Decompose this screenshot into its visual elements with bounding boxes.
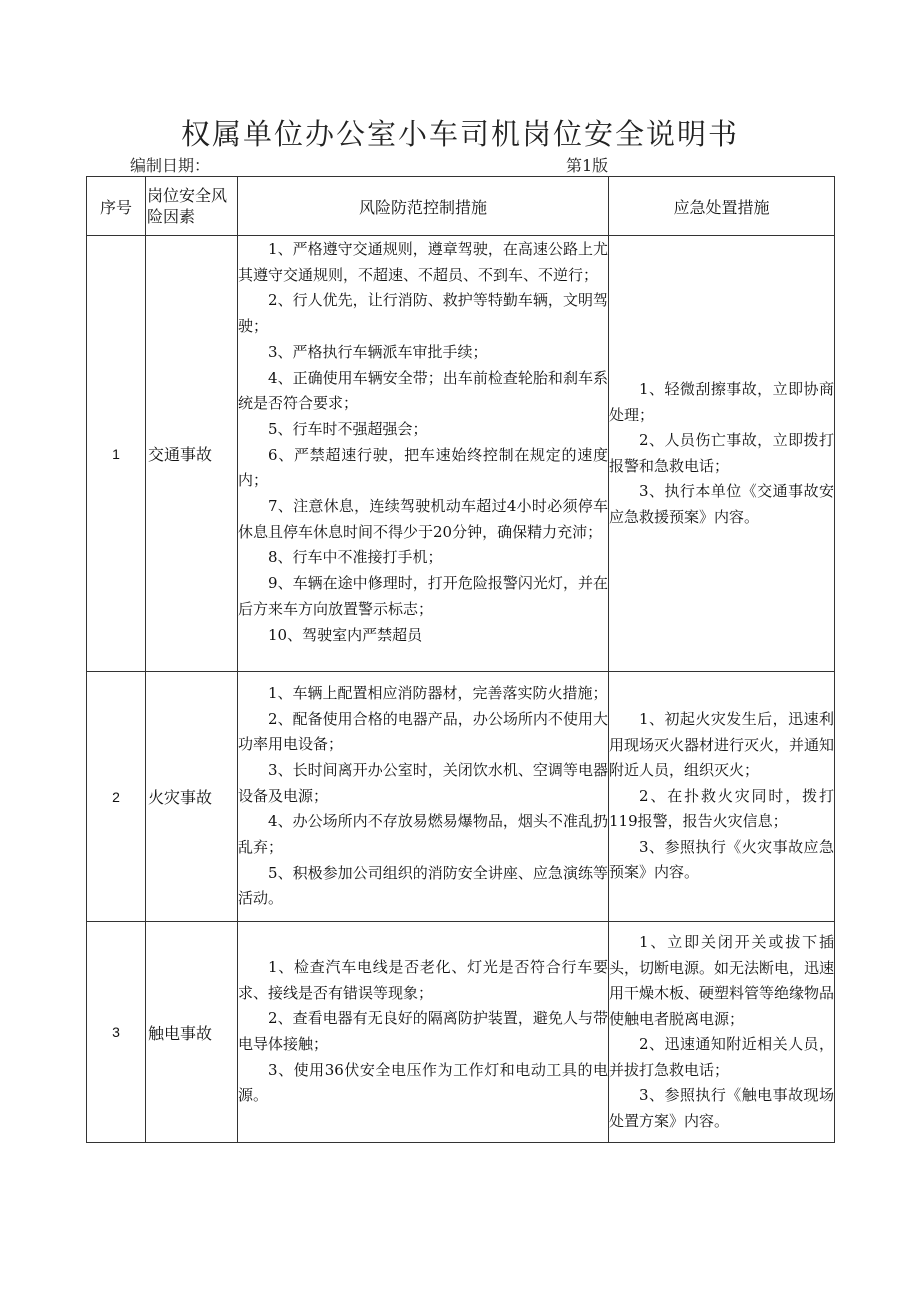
compile-date-label: 编制日期： (130, 156, 211, 175)
emergency-item: 2、在扑救火灾同时，拨打119报警，报告火灾信息； (609, 786, 834, 831)
prevention-measures (238, 922, 609, 1143)
prevention-measures (238, 236, 609, 672)
risk-factor: 火灾事故 (146, 672, 238, 922)
row-index: 1 (87, 236, 146, 672)
header-prevention: 风险防范控制措施 (238, 177, 609, 236)
measure-item: 5、行车时不强超强会； (268, 419, 428, 438)
measure-item: 6、严禁超速行驶，把车速始终控制在规定的速度内； (238, 445, 608, 490)
emergency-item: 2、人员伤亡事故，立即拨打报警和急救电话； (609, 431, 834, 475)
measure-item: 3、严格执行车辆派车审批手续； (268, 342, 488, 361)
row-index: 3 (87, 922, 146, 1143)
measure-item: 3、长时间离开办公室时，关闭饮水机、空调等电器设备及电源； (238, 760, 608, 805)
emergency-item: 1、轻微刮擦事故，立即协商处理； (609, 380, 834, 424)
prevention-measures (238, 672, 609, 922)
emergency-measures (609, 922, 835, 1143)
emergency-item: 1、初起火灾发生后，迅速利用现场灭火器材进行灭火，并通知附近人员，组织灭火； (609, 710, 835, 780)
measure-item: 2、查看电器有无良好的隔离防护装置，避免人与带电导体接触； (238, 1009, 608, 1053)
measure-item: 3、使用36伏安全电压作为工作灯和电动工具的电源。 (238, 1060, 608, 1105)
measure-item: 2、配备使用合格的电器产品，办公场所内不使用大功率用电设备； (238, 709, 608, 754)
measure-item: 9、车辆在途中修理时，打开危险报警闪光灯，并在后方来车方向放置警示标志； (238, 574, 608, 618)
emergency-item: 3、参照执行《火灾事故应急预案》内容。 (609, 837, 834, 882)
table-header-row (87, 177, 835, 236)
measure-item: 10、驾驶室内严禁超员 (268, 625, 423, 644)
table-row (87, 672, 835, 922)
table-row (87, 236, 835, 672)
emergency-measures (609, 236, 835, 672)
safety-table (86, 176, 835, 1143)
measure-item: 2、行人优先，让行消防、救护等特勤车辆，文明驾驶； (238, 291, 608, 336)
row-index: 2 (87, 672, 146, 922)
header-emergency: 应急处置措施 (609, 177, 835, 236)
emergency-item: 2、迅速通知附近相关人员，并拔打急救电话； (609, 1035, 834, 1079)
risk-factor: 交通事故 (146, 236, 238, 672)
emergency-item: 3、执行本单位《交通事故安应急救援预案》内容。 (609, 482, 834, 526)
measure-item: 1、严格遵守交通规则，遵章驾驶，在高速公路上尤其遵守交通规则，不超速、不超员、不到车、不逆行； (238, 240, 608, 284)
emergency-item: 3、参照执行《触电事故现场处置方案》内容。 (609, 1086, 834, 1130)
header-risk-factor: 岗位安全风险因素 (146, 177, 238, 236)
measure-item: 1、检查汽车电线是否老化、灯光是否符合行车要求、接线是否有错误等现象； (238, 957, 608, 1002)
measure-item: 5、积极参加公司组织的消防安全讲座、应急演练等活动。 (238, 863, 608, 908)
measure-item: 4、办公场所内不存放易燃易爆物品，烟头不准乱扔乱弃； (238, 812, 608, 857)
header-index: 序号 (87, 177, 146, 236)
measure-item: 1、车辆上配置相应消防器材，完善落实防火措施； (268, 683, 608, 702)
document-title: 权属单位办公室小车司机岗位安全说明书 (180, 117, 739, 151)
emergency-measures (609, 672, 835, 922)
version-label: 第1版 (566, 156, 609, 175)
measure-item: 7、注意休息，连续驾驶机动车超过4小时必须停车休息且停车休息时间不得少于20分钟，确保精力充沛； (238, 497, 608, 541)
table-row (87, 922, 835, 1143)
emergency-item: 1、立即关闭开关或拔下插头，切断电源。如无法断电，迅速用干燥木板、硬塑料管等绝缘物品使触电者脱离电源； (609, 933, 835, 1028)
measure-item: 8、行车中不准接打手机； (268, 548, 443, 567)
measure-item: 4、正确使用车辆安全带；出车前检查轮胎和刹车系统是否符合要求； (238, 368, 608, 413)
risk-factor: 触电事故 (146, 922, 238, 1143)
